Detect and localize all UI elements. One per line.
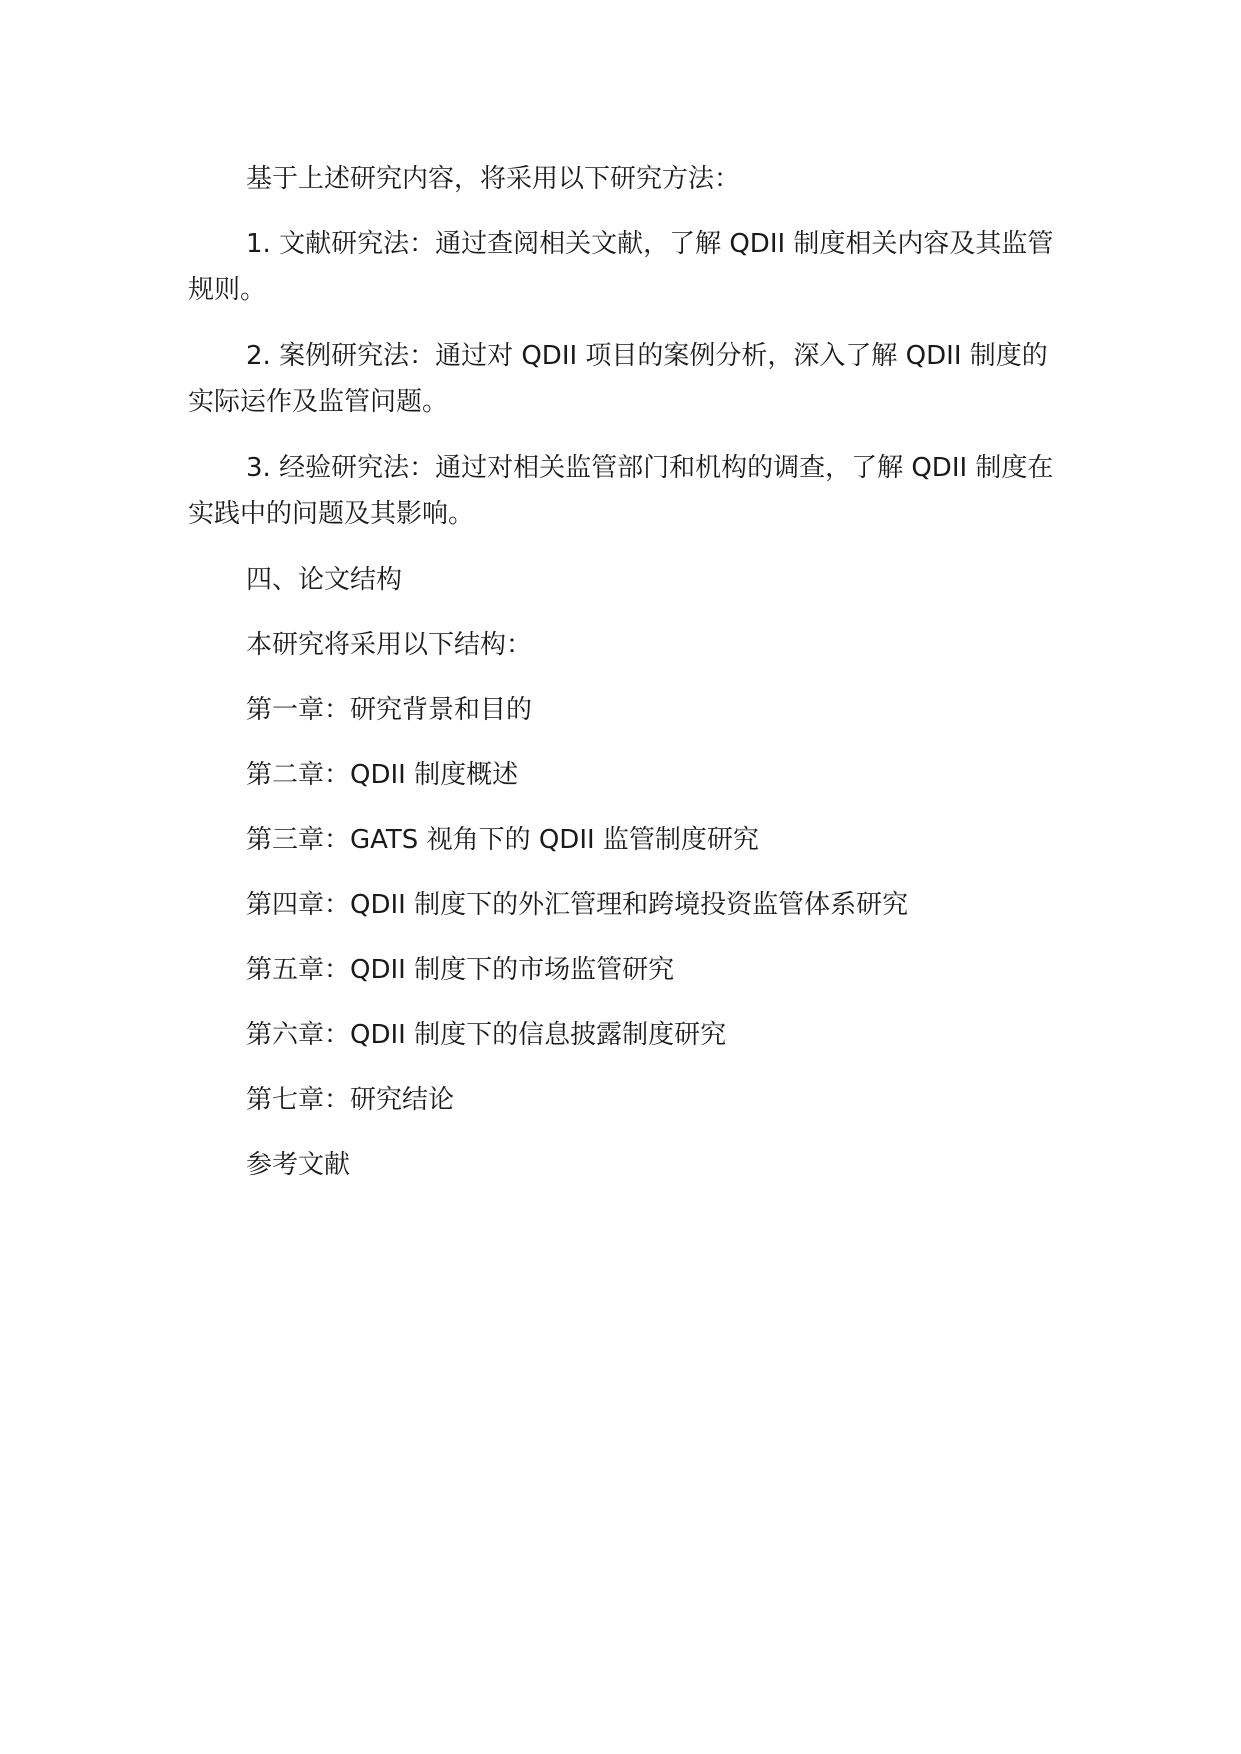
structure-intro-paragraph: 本研究将采用以下结构： [246, 630, 533, 660]
chapter-3-item: 第三章：GATS 视角下的 QDII 监管制度研究 [246, 825, 759, 855]
method-experience-paragraph: 3. 经验研究法：通过对相关监管部门和机构的调查，了解 QDII 制度在实践中的问题及其影响。 [188, 453, 1054, 529]
chapter-1-item: 第一章：研究背景和目的 [246, 695, 533, 725]
methods-intro-paragraph: 基于上述研究内容，将采用以下研究方法： [246, 164, 741, 194]
chapter-7-item: 第七章：研究结论 [246, 1085, 455, 1115]
chapter-2-item: 第二章：QDII 制度概述 [246, 760, 519, 790]
references-item: 参考文献 [246, 1150, 351, 1180]
document-body [188, 156, 1058, 1207]
method-literature-paragraph: 1. 文献研究法：通过查阅相关文献，了解 QDII 制度相关内容及其监管规则。 [188, 229, 1054, 305]
method-case-paragraph: 2. 案例研究法：通过对 QDII 项目的案例分析，深入了解 QDII 制度的实际运作及监管问题。 [188, 341, 1048, 417]
chapter-6-item: 第六章：QDII 制度下的信息披露制度研究 [246, 1020, 727, 1050]
chapter-5-item: 第五章：QDII 制度下的市场监管研究 [246, 955, 675, 985]
section-heading-structure: 四、论文结构 [246, 565, 403, 595]
chapter-4-item: 第四章：QDII 制度下的外汇管理和跨境投资监管体系研究 [246, 890, 909, 920]
